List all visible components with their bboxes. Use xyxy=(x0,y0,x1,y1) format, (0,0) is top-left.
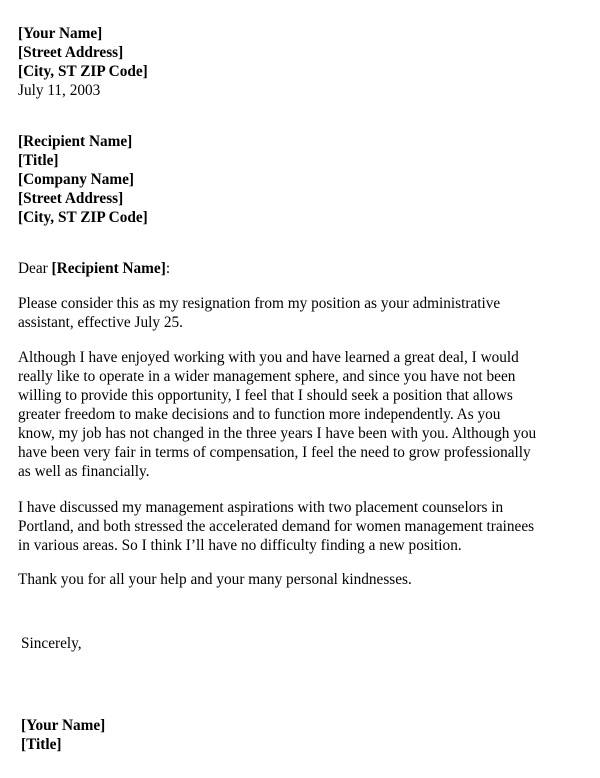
paragraph-line: Although I have enjoyed working with you and have learned a great deal, I would xyxy=(18,349,519,366)
sender-street: [Street Address] xyxy=(18,44,124,61)
closing xyxy=(21,634,581,653)
closing-text: Sincerely, xyxy=(21,635,82,652)
recipient-name: [Recipient Name] xyxy=(18,133,133,150)
signature-block xyxy=(21,716,581,754)
paragraph-line: know, my job has not changed in the three years I have been with you. Although you xyxy=(18,425,537,442)
salutation-suffix: : xyxy=(165,260,171,277)
sender-city: [City, ST ZIP Code] xyxy=(18,63,148,80)
body-paragraph-2 xyxy=(18,348,578,481)
paragraph-line: I have discussed my management aspirations with two placement counselors in xyxy=(18,499,504,516)
signature-title: [Title] xyxy=(21,736,62,753)
recipient-company: [Company Name] xyxy=(18,171,134,188)
sender-block xyxy=(18,24,578,100)
paragraph-line: in various areas. So I think I’ll have no difficulty finding a new position. xyxy=(18,537,462,554)
paragraph-line: Portland, and both stressed the accelerated demand for women management trainees xyxy=(18,518,535,535)
paragraph-line: have been very fair in terms of compensation, I feel the need to grow professionally xyxy=(18,444,531,461)
body-paragraph-4 xyxy=(18,570,578,589)
body-paragraph-3 xyxy=(18,498,578,555)
recipient-city: [City, ST ZIP Code] xyxy=(18,209,148,226)
paragraph-line: willing to provide this opportunity, I feel that I should seek a position that allows xyxy=(18,387,513,404)
salutation xyxy=(18,259,578,278)
recipient-block xyxy=(18,132,578,227)
letter-date: July 11, 2003 xyxy=(18,82,101,99)
paragraph-line: assistant, effective July 25. xyxy=(18,314,183,331)
recipient-title: [Title] xyxy=(18,152,59,169)
recipient-street: [Street Address] xyxy=(18,190,124,207)
salutation-prefix: Dear xyxy=(18,260,52,277)
salutation-name: [Recipient Name] xyxy=(51,260,166,277)
paragraph-line: Thank you for all your help and your many personal kindnesses. xyxy=(18,571,412,588)
body-paragraph-1 xyxy=(18,294,578,332)
sender-name: [Your Name] xyxy=(18,25,103,42)
paragraph-line: as well as financially. xyxy=(18,463,150,480)
paragraph-line: really like to operate in a wider management sphere, and since you have not been xyxy=(18,368,516,385)
signature-name: [Your Name] xyxy=(21,717,106,734)
paragraph-line: greater freedom to make decisions and to function more independently. As you xyxy=(18,406,501,423)
paragraph-line: Please consider this as my resignation from my position as your administrative xyxy=(18,295,501,312)
